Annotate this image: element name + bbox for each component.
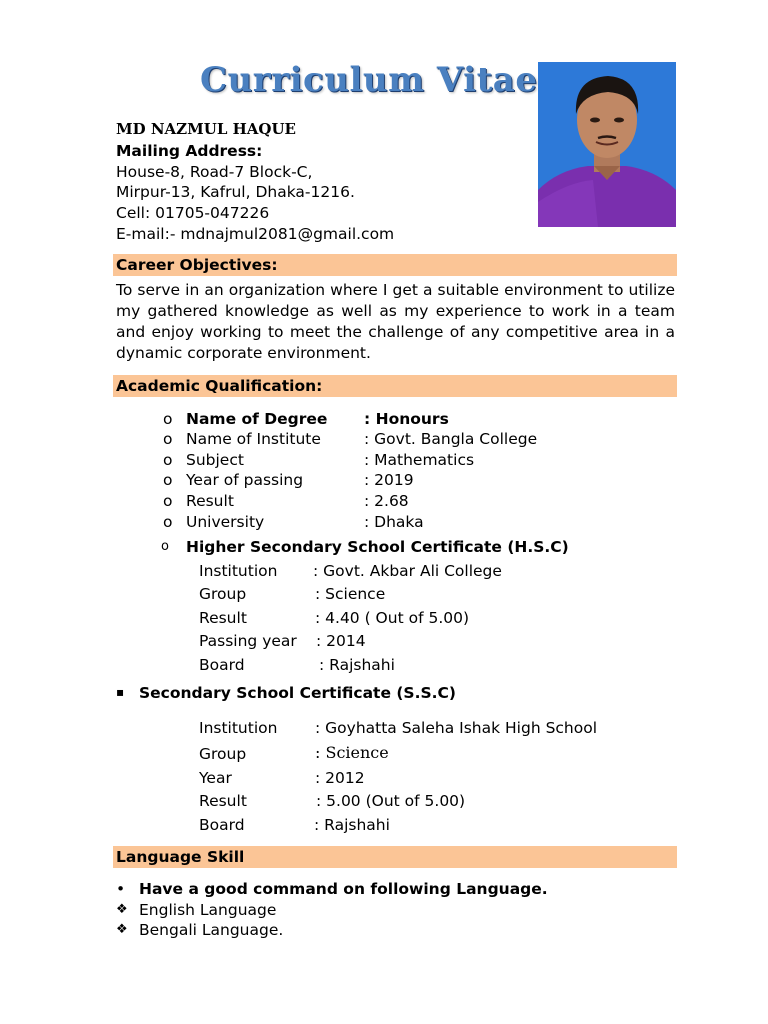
- ssc-label-1: Group: [199, 745, 247, 763]
- circle-bullet-icon: o: [163, 451, 173, 469]
- honours-value-0: : Honours: [364, 410, 449, 428]
- dot-bullet-icon: •: [116, 880, 126, 898]
- mailing-address-label: Mailing Address:: [116, 142, 263, 160]
- ssc-label-3: Result: [199, 792, 247, 810]
- honours-value-3: : 2019: [364, 471, 414, 489]
- address-line-2: Mirpur-13, Kafrul, Dhaka-1216.: [116, 183, 355, 201]
- email-address: E-mail:- mdnajmul2081@gmail.com: [116, 225, 395, 243]
- language-item-bengali: Bengali Language.: [139, 921, 284, 939]
- ssc-label-2: Year: [199, 769, 232, 787]
- hsc-value-1: : Science: [315, 585, 386, 603]
- honours-value-2: : Mathematics: [364, 451, 475, 469]
- honours-label-1: Name of Institute: [186, 430, 321, 448]
- diamond-bullet-icon: ❖: [116, 902, 128, 917]
- ssc-value-2: : 2012: [315, 769, 365, 787]
- hsc-title: Higher Secondary School Certificate (H.S.C): [186, 538, 569, 556]
- hsc-label-3: Passing year: [199, 632, 297, 650]
- circle-bullet-icon: o: [163, 513, 173, 531]
- hsc-label-1: Group: [199, 585, 247, 603]
- circle-bullet-icon: o: [163, 471, 173, 489]
- honours-value-4: : 2.68: [364, 492, 409, 510]
- language-intro: Have a good command on following Language.: [139, 880, 548, 898]
- career-objectives-heading: Career Objectives:: [113, 254, 677, 276]
- academic-qualification-heading: Academic Qualification:: [113, 375, 677, 397]
- ssc-value-1: : Science: [315, 743, 389, 762]
- address-line-1: House-8, Road-7 Block-C,: [116, 163, 313, 181]
- portrait-image: [538, 62, 676, 227]
- honours-value-1: : Govt. Bangla College: [364, 430, 538, 448]
- honours-label-0: Name of Degree: [186, 410, 328, 428]
- circle-bullet-icon: o: [163, 492, 173, 510]
- square-bullet-icon: ▪: [116, 685, 125, 699]
- profile-photo: [538, 62, 676, 227]
- ssc-label-4: Board: [199, 816, 245, 834]
- diamond-bullet-icon: ❖: [116, 922, 128, 937]
- circle-bullet-icon: o: [161, 539, 169, 554]
- career-objectives-text: To serve in an organization where I get a suitable environment to utilize my gathered knowledge as well as my experience to work in a team and enjoy working to meet the challenge of any competitive area in a dynamic corporate environment.: [116, 281, 675, 362]
- ssc-title: Secondary School Certificate (S.S.C): [139, 684, 456, 702]
- honours-value-5: : Dhaka: [364, 513, 424, 531]
- cell-number: Cell: 01705-047226: [116, 204, 270, 222]
- ssc-label-0: Institution: [199, 719, 278, 737]
- hsc-label-0: Institution: [199, 562, 278, 580]
- hsc-label-2: Result: [199, 609, 247, 627]
- honours-label-3: Year of passing: [186, 471, 304, 489]
- hsc-value-2: : 4.40 ( Out of 5.00): [315, 609, 470, 627]
- hsc-value-4: : Rajshahi: [319, 656, 395, 674]
- applicant-name: MD NAZMUL HAQUE: [116, 120, 296, 138]
- honours-label-2: Subject: [186, 451, 244, 469]
- language-skill-heading: Language Skill: [113, 846, 677, 868]
- honours-label-5: University: [186, 513, 265, 531]
- honours-label-4: Result: [186, 492, 234, 510]
- hsc-value-3: : 2014: [316, 632, 366, 650]
- hsc-value-0: : Govt. Akbar Ali College: [313, 562, 502, 580]
- ssc-value-3: : 5.00 (Out of 5.00): [316, 792, 466, 810]
- circle-bullet-icon: o: [163, 410, 173, 428]
- language-item-english: English Language: [139, 901, 277, 919]
- hsc-label-4: Board: [199, 656, 245, 674]
- ssc-value-0: : Goyhatta Saleha Ishak High School: [315, 719, 598, 737]
- ssc-value-4: : Rajshahi: [314, 816, 390, 834]
- cv-title: Curriculum Vitae: [200, 60, 538, 100]
- circle-bullet-icon: o: [163, 430, 173, 448]
